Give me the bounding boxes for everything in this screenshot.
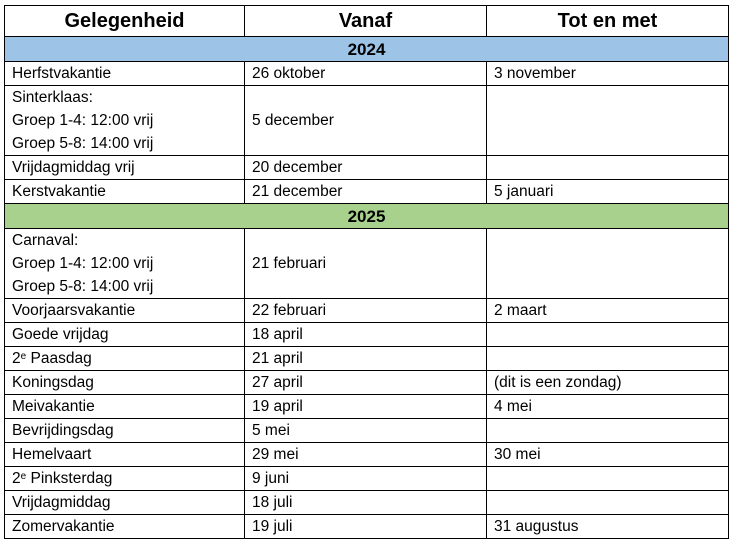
ordinal-superscript: e bbox=[20, 351, 27, 362]
occasion-text: Vrijdagmiddag bbox=[12, 494, 111, 511]
table-row bbox=[5, 62, 729, 86]
occasion-text: Koningsdag bbox=[12, 374, 94, 391]
cell-occasion bbox=[5, 515, 245, 539]
occasion-line: Groep 1-4: 12:00 vrij bbox=[12, 112, 154, 129]
occasion-text: Voorjaarsvakantie bbox=[12, 302, 136, 319]
cell-occasion bbox=[5, 467, 245, 491]
cell-until bbox=[487, 323, 729, 347]
cell-until bbox=[487, 86, 729, 156]
cell-until: 3 november bbox=[487, 62, 729, 86]
cell-until: 5 januari bbox=[487, 180, 729, 204]
occasion-text: Zomervakantie bbox=[12, 518, 115, 535]
cell-from: 9 juni bbox=[245, 467, 487, 491]
occasion-line: Groep 1-4: 12:00 vrij bbox=[12, 255, 154, 272]
cell-from: 21 december bbox=[245, 180, 487, 204]
cell-occasion bbox=[5, 156, 245, 180]
table-row bbox=[5, 323, 729, 347]
cell-occasion bbox=[5, 371, 245, 395]
header-from: Vanaf bbox=[245, 6, 487, 37]
header-occasion: Gelegenheid bbox=[5, 6, 245, 37]
cell-from: 20 december bbox=[245, 156, 487, 180]
cell-from: 26 oktober bbox=[245, 62, 487, 86]
table-row bbox=[5, 229, 729, 299]
occasion-text: 2 bbox=[12, 350, 21, 367]
table-row bbox=[5, 467, 729, 491]
cell-until bbox=[487, 491, 729, 515]
cell-occasion bbox=[5, 395, 245, 419]
cell-from: 19 april bbox=[245, 395, 487, 419]
cell-occasion bbox=[5, 419, 245, 443]
cell-until: 30 mei bbox=[487, 443, 729, 467]
cell-occasion bbox=[5, 299, 245, 323]
table-row bbox=[5, 86, 729, 156]
cell-from: 21 februari bbox=[245, 229, 487, 299]
cell-occasion bbox=[5, 229, 245, 299]
cell-until bbox=[487, 419, 729, 443]
cell-occasion bbox=[5, 86, 245, 156]
cell-from: 19 juli bbox=[245, 515, 487, 539]
occasion-text: Goede vrijdag bbox=[12, 326, 109, 343]
holiday-table bbox=[4, 5, 729, 539]
occasion-text: Hemelvaart bbox=[12, 446, 92, 463]
occasion-line: Groep 5-8: 14:00 vrij bbox=[12, 278, 154, 295]
table-row bbox=[5, 371, 729, 395]
header-row bbox=[5, 6, 729, 37]
ordinal-superscript: e bbox=[20, 471, 27, 482]
year-row bbox=[5, 204, 729, 229]
table-row bbox=[5, 491, 729, 515]
occasion-line: Carnaval: bbox=[12, 232, 79, 249]
table-row bbox=[5, 299, 729, 323]
cell-occasion bbox=[5, 347, 245, 371]
cell-until bbox=[487, 347, 729, 371]
occasion-line: Groep 5-8: 14:00 vrij bbox=[12, 135, 154, 152]
cell-from: 21 april bbox=[245, 347, 487, 371]
cell-until: 2 maart bbox=[487, 299, 729, 323]
header-until: Tot en met bbox=[487, 6, 729, 37]
cell-from: 18 april bbox=[245, 323, 487, 347]
occasion-text: Herfstvakantie bbox=[12, 65, 112, 82]
table-row bbox=[5, 180, 729, 204]
table-row bbox=[5, 347, 729, 371]
table-row bbox=[5, 515, 729, 539]
table-row bbox=[5, 443, 729, 467]
occasion-line: Sinterklaas: bbox=[12, 89, 93, 106]
occasion-text: Kerstvakantie bbox=[12, 183, 106, 200]
cell-from: 5 mei bbox=[245, 419, 487, 443]
occasion-text-rest: Paasdag bbox=[26, 350, 92, 367]
table-body bbox=[5, 37, 729, 539]
occasion-text: Vrijdagmiddag vrij bbox=[12, 159, 135, 176]
cell-occasion bbox=[5, 443, 245, 467]
cell-until: 31 augustus bbox=[487, 515, 729, 539]
occasion-text: 2 bbox=[12, 470, 21, 487]
cell-from: 29 mei bbox=[245, 443, 487, 467]
cell-until bbox=[487, 229, 729, 299]
cell-occasion bbox=[5, 62, 245, 86]
year-label: 2024 bbox=[5, 37, 729, 62]
occasion-text: Meivakantie bbox=[12, 398, 95, 415]
occasion-text-rest: Pinksterdag bbox=[26, 470, 113, 487]
cell-from: 22 februari bbox=[245, 299, 487, 323]
cell-occasion bbox=[5, 323, 245, 347]
year-row bbox=[5, 37, 729, 62]
cell-from: 5 december bbox=[245, 86, 487, 156]
table-row bbox=[5, 419, 729, 443]
cell-from: 18 juli bbox=[245, 491, 487, 515]
year-label: 2025 bbox=[5, 204, 729, 229]
table-row bbox=[5, 395, 729, 419]
cell-until bbox=[487, 156, 729, 180]
cell-occasion bbox=[5, 180, 245, 204]
cell-until: (dit is een zondag) bbox=[487, 371, 729, 395]
cell-until: 4 mei bbox=[487, 395, 729, 419]
cell-from: 27 april bbox=[245, 371, 487, 395]
cell-occasion bbox=[5, 491, 245, 515]
cell-until bbox=[487, 467, 729, 491]
occasion-text: Bevrijdingsdag bbox=[12, 422, 114, 439]
table-row bbox=[5, 156, 729, 180]
